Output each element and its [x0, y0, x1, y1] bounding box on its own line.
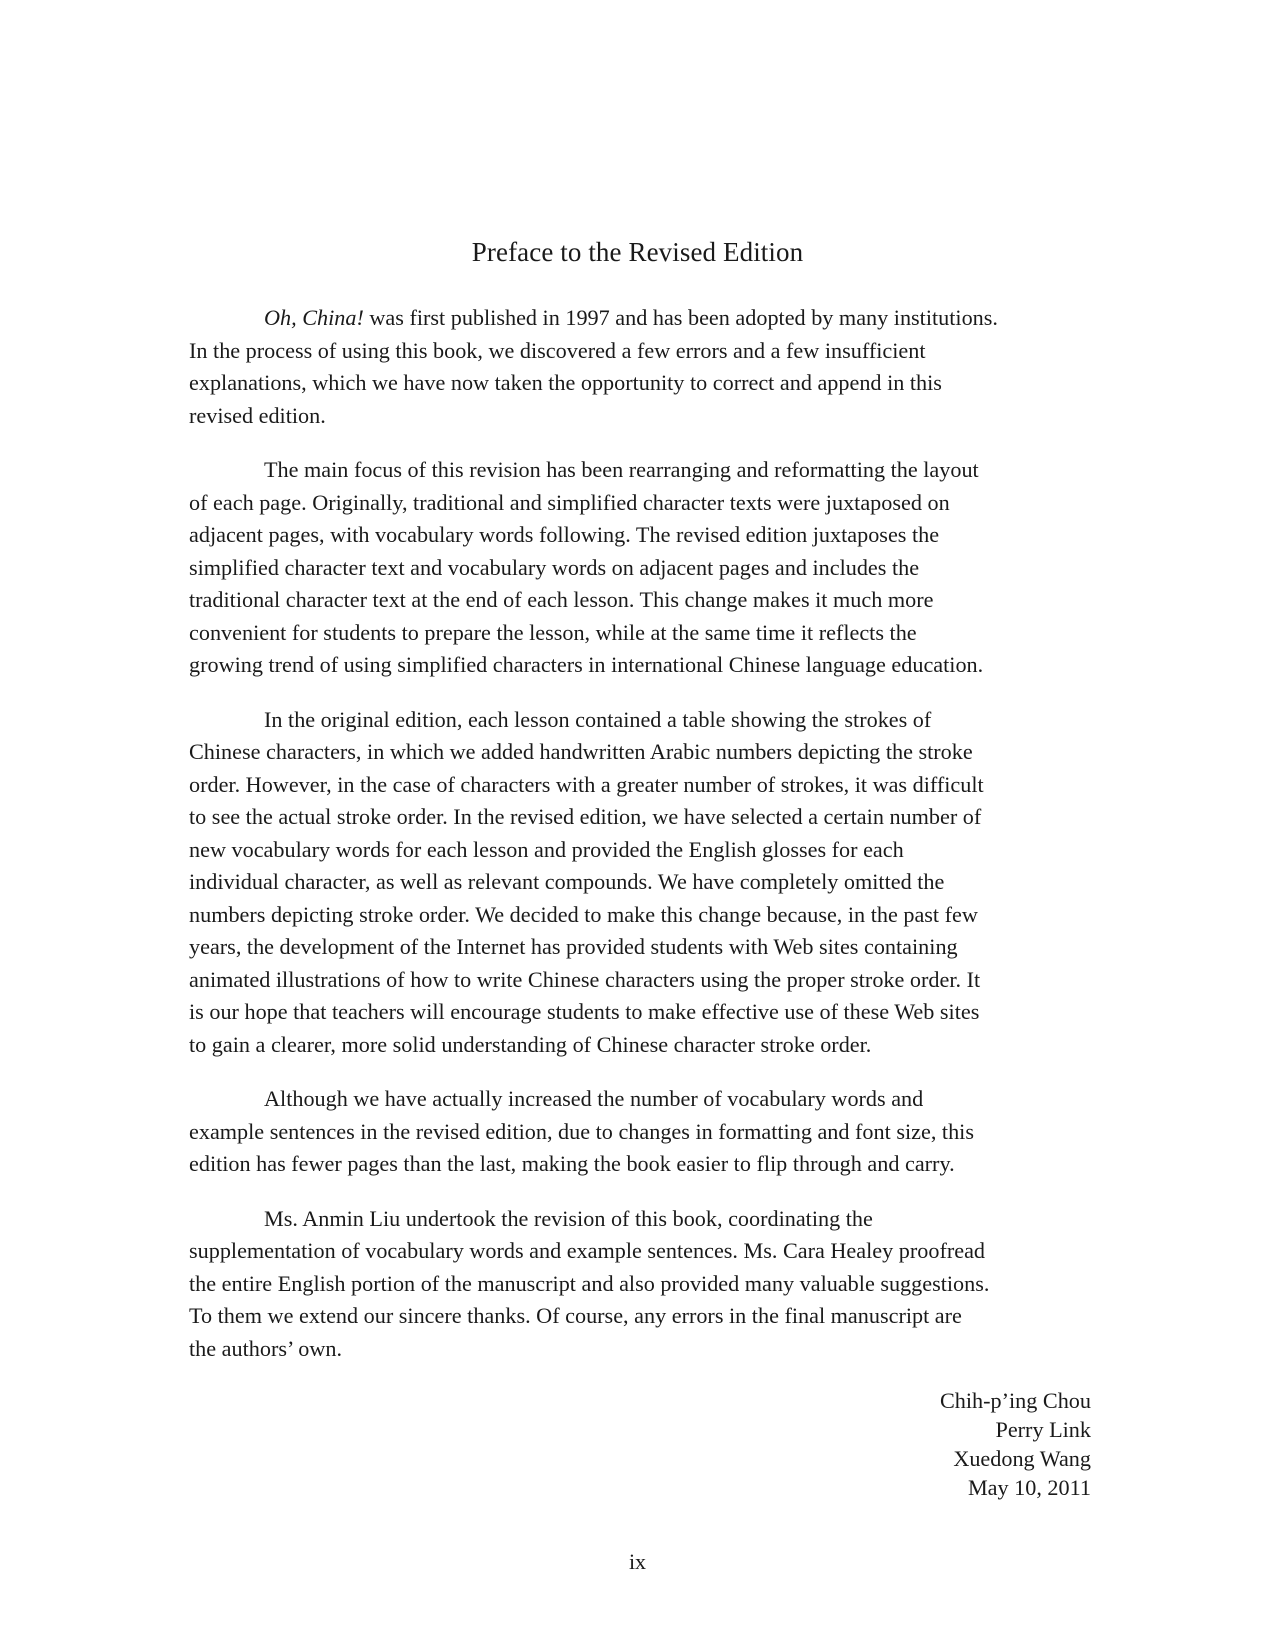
paragraph-line: is our hope that teachers will encourage students to make effective use of these Web sites: [189, 999, 980, 1024]
paragraph-line: to gain a clearer, more solid understanding of Chinese character stroke order.: [189, 1031, 872, 1057]
paragraph-line: [189, 302, 1091, 335]
paragraph-line: numbers depicting stroke order. We decided to make this change because, in the past few: [189, 901, 978, 927]
paragraph-line: simplified character text and vocabulary words on adjacent pages and includes the: [189, 554, 920, 580]
paragraph-line: individual character, as well as relevant compounds. We have completely omitted the: [189, 869, 945, 894]
author-name: Perry Link: [995, 1417, 1091, 1442]
paragraph-line: adjacent pages, with vocabulary words following. The revised edition juxtaposes the: [189, 522, 940, 547]
paragraph-line: order. However, in the case of characters with a greater number of strokes, it was difficult: [189, 771, 984, 797]
paragraph-line: supplementation of vocabulary words and example sentences. Ms. Cara Healey proofread: [189, 1238, 986, 1263]
page-title: Preface to the Revised Edition: [471, 237, 804, 267]
paragraph-line: revised edition.: [189, 402, 326, 428]
paragraph-line: Although we have actually increased the number of vocabulary words and: [264, 1086, 924, 1111]
paragraph-line: of each page. Originally, traditional and simplified character texts were juxtaposed on: [189, 489, 950, 515]
paragraph-line: animated illustrations of how to write Chinese characters using the proper stroke order. It: [189, 966, 981, 992]
paragraph-line: years, the development of the Internet has provided students with Web sites containing: [189, 934, 958, 959]
paragraph-1: [189, 302, 1091, 432]
signature-date: May 10, 2011: [967, 1475, 1091, 1500]
paragraph-line: Ms. Anmin Liu undertook the revision of this book, coordinating the: [264, 1205, 873, 1231]
page-number: ix: [628, 1549, 647, 1574]
author-name: Chih-p’ing Chou: [939, 1388, 1091, 1413]
paragraph-line: the entire English portion of the manuscript and also provided many valuable suggestions.: [189, 1270, 990, 1296]
author-name: Xuedong Wang: [953, 1446, 1091, 1471]
paragraph-line: example sentences in the revised edition, due to changes in formatting and font size, this: [189, 1118, 974, 1144]
paragraph-4: [189, 1083, 1091, 1181]
paragraph-line: In the original edition, each lesson contained a table showing the strokes of: [264, 706, 932, 732]
signature-block: [940, 1386, 1091, 1502]
paragraph-line: growing trend of using simplified characters in international Chinese language education.: [189, 652, 984, 677]
paragraph-line: Chinese characters, in which we added handwritten Arabic numbers depicting the stroke: [189, 739, 973, 764]
line-text: was first published in 1997 and has been adopted by many institutions.: [363, 305, 998, 330]
preface-body: [189, 302, 1091, 1387]
paragraph-line: edition has fewer pages than the last, making the book easier to flip through and carry.: [189, 1151, 955, 1176]
paragraph-5: [189, 1203, 1091, 1366]
paragraph-2: [189, 454, 1091, 682]
paragraph-line: convenient for students to prepare the lesson, while at the same time it reflects the: [189, 619, 917, 645]
paragraph-line: To them we extend our sincere thanks. Of course, any errors in the final manuscript are: [189, 1303, 962, 1328]
paragraph-line: traditional character text at the end of each lesson. This change makes it much more: [189, 587, 934, 612]
paragraph-line: The main focus of this revision has been rearranging and reformatting the layout: [264, 457, 979, 482]
paragraph-3: [189, 704, 1091, 1062]
paragraph-line: In the process of using this book, we discovered a few errors and a few insufficient: [189, 337, 926, 363]
paragraph-line: new vocabulary words for each lesson and provided the English glosses for each: [189, 836, 904, 862]
paragraph-line: explanations, which we have now taken the opportunity to correct and append in this: [189, 370, 942, 395]
book-title: Oh, China!: [264, 305, 364, 330]
paragraph-line: the authors’ own.: [189, 1335, 343, 1361]
paragraph-line: to see the actual stroke order. In the revised edition, we have selected a certain number of: [189, 804, 982, 829]
